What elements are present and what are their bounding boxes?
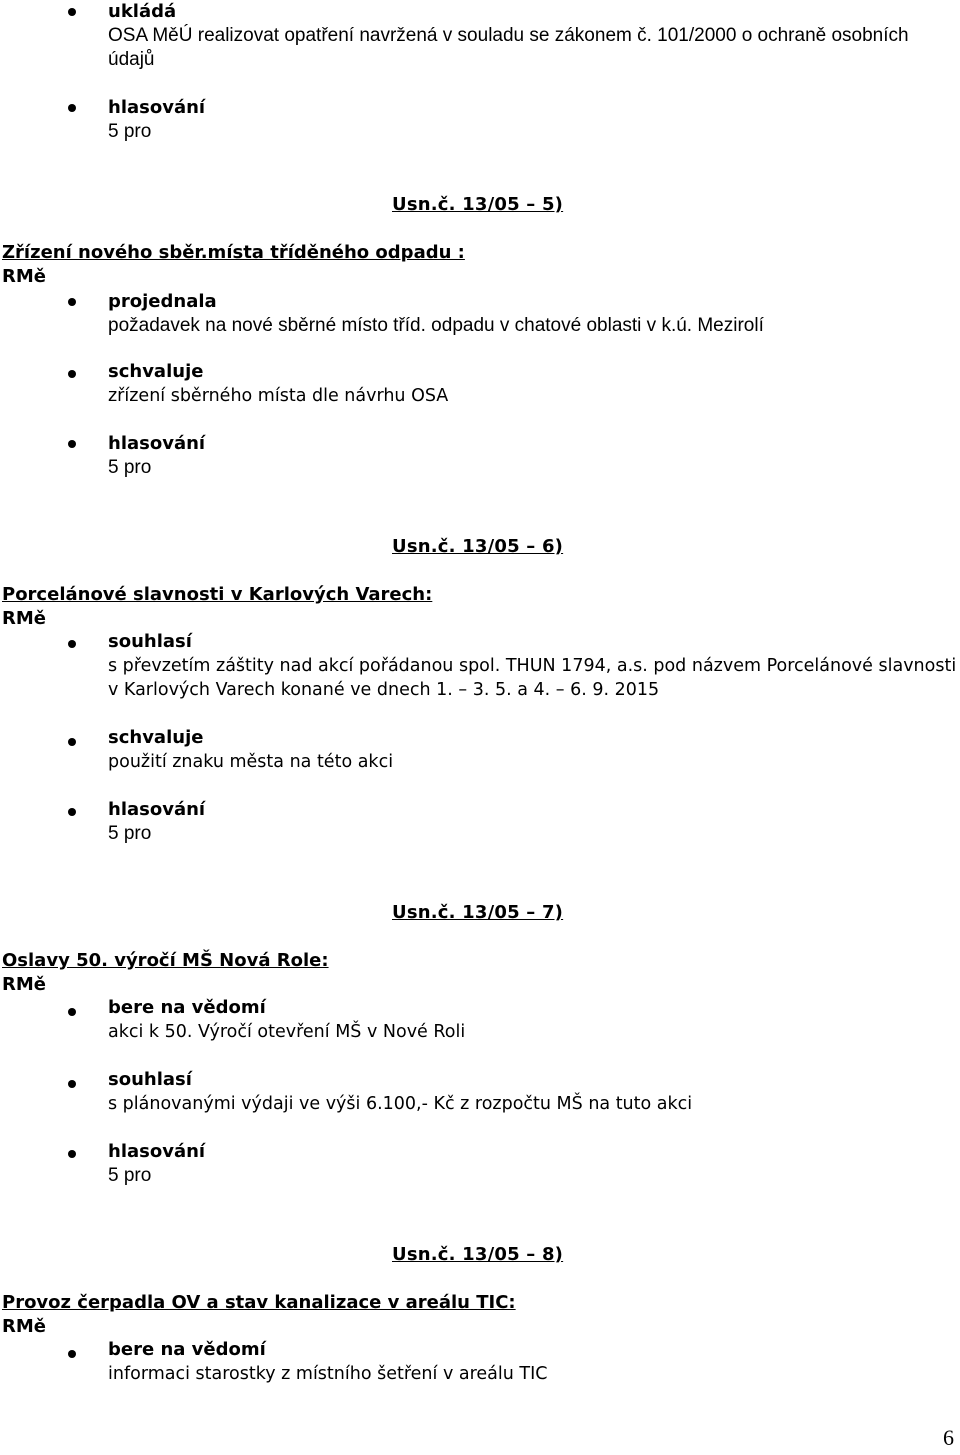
resolution-item	[108, 1068, 952, 1116]
item-text-continued: v Karlových Varech konané ve dnech 1. – 3. 5. a 4. – 6. 9. 2015	[108, 680, 660, 700]
bullet	[68, 808, 76, 816]
item-text: zřízení sběrného místa dle návrhu OSA	[108, 386, 449, 406]
item-label: projednala	[108, 291, 217, 312]
section-heading: Provoz čerpadla OV a stav kanalizace v areálu TIC:	[2, 1292, 516, 1313]
resolution-item	[108, 630, 957, 702]
item-text: 5 pro	[108, 823, 152, 844]
resolution-number: Usn.č. 13/05 – 8)	[392, 1244, 564, 1265]
resolution-number: Usn.č. 13/05 – 6)	[392, 536, 564, 557]
item-label: bere na vědomí	[108, 997, 266, 1018]
item-label: hlasování	[108, 799, 206, 820]
item-text-continued: údajů	[108, 49, 155, 70]
item-label: ukládá	[108, 1, 177, 22]
item-text: 5 pro	[108, 457, 152, 478]
item-text: požadavek na nové sběrné místo tříd. odpadu v chatové oblasti v k.ú. Mezirolí	[108, 315, 764, 336]
bullet	[68, 8, 76, 16]
resolution-item	[108, 96, 952, 144]
resolution-item	[108, 0, 952, 72]
resolution-item	[108, 360, 952, 408]
resolution-item	[108, 1338, 952, 1386]
item-text: akci k 50. Výročí otevření MŠ v Nové Roli	[108, 1022, 466, 1042]
item-text: OSA MěÚ realizovat opatření navržená v souladu se zákonem č. 101/2000 o ochraně osobních	[108, 25, 909, 46]
bullet	[68, 1350, 76, 1358]
item-text: s plánovanými výdaji ve výši 6.100,- Kč z rozpočtu MŠ na tuto akci	[108, 1094, 693, 1114]
bullet	[68, 738, 76, 746]
resolution-item	[108, 798, 952, 846]
item-label: hlasování	[108, 1141, 206, 1162]
bullet	[68, 298, 76, 306]
resolution-item	[108, 432, 952, 480]
council-label: RMě	[2, 608, 46, 629]
item-label: souhlasí	[108, 631, 192, 652]
item-text: informaci starostky z místního šetření v areálu TIC	[108, 1364, 548, 1384]
bullet	[68, 440, 76, 448]
item-text: 5 pro	[108, 121, 152, 142]
council-label: RMě	[2, 266, 46, 287]
page-number: 6	[943, 1425, 954, 1450]
section-heading: Porcelánové slavnosti v Karlových Varech:	[2, 584, 433, 605]
item-label: hlasování	[108, 433, 206, 454]
council-label: RMě	[2, 1316, 46, 1337]
item-text: použití znaku města na této akci	[108, 752, 394, 772]
item-label: hlasování	[108, 97, 206, 118]
resolution-item	[108, 1140, 952, 1188]
section-heading: Zřízení nového sběr.místa tříděného odpadu :	[2, 242, 465, 263]
item-label: souhlasí	[108, 1069, 192, 1090]
resolution-number: Usn.č. 13/05 – 7)	[392, 902, 564, 923]
item-text: 5 pro	[108, 1165, 152, 1186]
bullet	[68, 1008, 76, 1016]
resolution-item	[108, 996, 952, 1044]
resolution-number: Usn.č. 13/05 – 5)	[392, 194, 564, 215]
item-label: schvaluje	[108, 361, 204, 382]
section-heading: Oslavy 50. výročí MŠ Nová Role:	[2, 950, 329, 971]
council-label: RMě	[2, 974, 46, 995]
item-label: bere na vědomí	[108, 1339, 266, 1360]
bullet	[68, 370, 76, 378]
resolution-item	[108, 726, 952, 774]
item-label: schvaluje	[108, 727, 204, 748]
resolution-item	[108, 290, 952, 338]
bullet	[68, 104, 76, 112]
item-text: s převzetím záštity nad akcí pořádanou spol. THUN 1794, a.s. pod názvem Porcelánové slavnosti	[108, 656, 957, 676]
bullet	[68, 1080, 76, 1088]
bullet	[68, 1150, 76, 1158]
bullet	[68, 640, 76, 648]
